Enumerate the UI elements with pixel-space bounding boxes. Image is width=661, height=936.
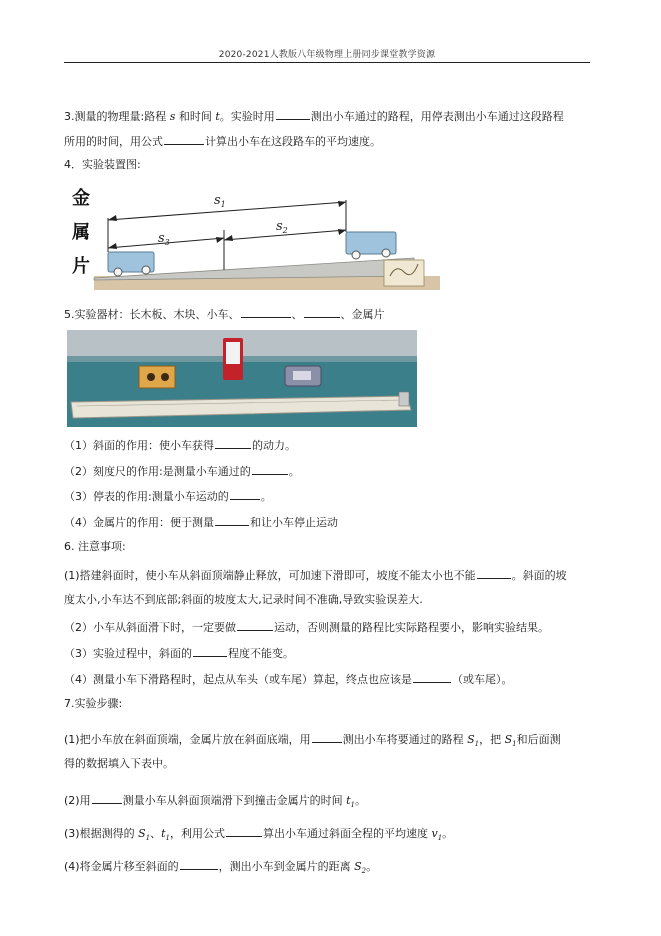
apparatus-figure [64,180,440,292]
section3-line2 [64,133,381,149]
section5-item-4 [64,514,338,530]
var-v1: $v_1$ [431,827,443,843]
section7-step4 [64,858,377,878]
text: 和让小车停止运动 [250,516,338,529]
section6-p2 [64,619,549,635]
answer-blank[interactable] [252,463,288,475]
section4-title: 4．实验装置图: [64,158,141,171]
text: (1)把小车放在斜面顶端，金属片放在斜面底端，用 [64,733,311,746]
answer-blank[interactable] [164,133,204,145]
text: （4）测量小车下滑路程时，起点从车头（或车尾）算起，终点也应该是 [64,673,412,686]
answer-blank[interactable] [92,792,122,804]
section3-line1 [64,108,564,124]
var-s1: $S_1$ [138,827,151,843]
answer-blank[interactable] [477,567,511,579]
text: （4）金属片的作用：便于测量 [64,516,214,529]
var-S1: $S_1$ [467,733,480,749]
var-S2: $S_2$ [354,860,367,876]
text: 。 [288,465,300,478]
text: 计算出小车在这段路车的平均速度。 [205,135,381,148]
text: ，利用公式 [169,827,225,840]
text: 测出小车将要通过的路程 [342,733,468,746]
section5-title [64,306,385,322]
answer-blank[interactable] [215,514,249,526]
section7-title: 7.实验步骤: [64,697,123,710]
text: ，把 [479,733,505,746]
text: 、 [291,308,303,321]
var-t1: $t_1$ [161,827,170,843]
section6-p3 [64,645,294,661]
text: 测出小车通过的路程，用停表测出小车通过这段路程 [310,110,564,123]
text: 。 [366,860,378,873]
text: 算出小车通过斜面全程的平均速度 [262,827,432,840]
answer-blank[interactable] [193,645,227,657]
text: 的动力。 [252,439,296,452]
text: 程度不能变。 [228,647,294,660]
section6-p4 [64,671,513,687]
text: 。实验时用 [219,110,275,123]
text: （1）斜面的作用：使小车获得 [64,439,214,452]
section5-item-3 [64,488,272,504]
answer-blank[interactable] [237,619,273,631]
cart-bottom-wheel [114,268,122,276]
text: 。 [354,794,366,807]
metal-label-3: 片 [72,256,90,277]
label-s1: $s_1$ [214,193,226,209]
var-t: t [215,110,220,123]
var-t1: $t_1$ [346,794,355,810]
text: 和时间 [175,110,216,123]
text: (4)将金属片移至斜面的 [64,860,179,873]
text: （3）实验过程中，斜面的 [64,647,192,660]
section7-step2 [64,792,366,812]
answer-blank[interactable] [304,306,340,318]
text: （2）刻度尺的作用:是测量小车通过的 [64,465,251,478]
section5-item-1 [64,437,296,453]
section6-p1-line1 [64,567,567,583]
cart-top-wheel [352,251,360,259]
text: （2）小车从斜面滑下时，一定要做 [64,621,236,634]
photo-block [139,366,175,388]
text: 3.测量的物理量:路程 [64,110,170,123]
text: 和后面测 [516,733,561,746]
text: ，测出小车到金属片的距离 [218,860,355,873]
text: 。 [442,827,454,840]
section6-p1-line2: 度太小,小车达不到底部;斜面的坡度太大,记录时间不准确,导致实验误差大. [64,593,423,606]
text: 、 [150,827,162,840]
cart-top-wheel [382,249,390,257]
answer-blank[interactable] [230,488,260,500]
text: （或车尾）。 [452,673,513,686]
text: (2)用 [64,794,91,807]
answer-blank[interactable] [312,731,342,743]
var-s: s [169,110,176,123]
wooden-block [384,260,424,286]
section5-item-2 [64,463,300,479]
answer-blank[interactable] [241,306,291,318]
metal-label-2: 属 [72,222,90,243]
section7-step1-line1 [64,731,561,751]
text: (3)根据测得的 [64,827,139,840]
section6-title: 6. 注意事项: [64,540,126,553]
text: 5.实验器材：长木板、木块、小车、 [64,308,240,321]
label-s3: $s_3$ [158,231,170,247]
text: 测量小车从斜面顶端滑下到撞击金属片的时间 [122,794,347,807]
text: 运动，否则测量的路程比实际路程要小，影响实验结果。 [274,621,549,634]
answer-blank[interactable] [413,671,451,683]
text: 。 [260,490,272,503]
var-S1: $S_1$ [504,733,517,749]
text: 所用的时间，用公式 [64,135,163,148]
page-header: 2020-2021人教版八年级物理上册同步课堂教学资源 [218,50,436,60]
section7-step1-line2: 得的数据填入下表中。 [64,757,174,770]
section7-step3 [64,825,453,845]
answer-blank[interactable] [180,858,218,870]
header-divider [64,62,590,63]
text: (1)搭建斜面时，使小车从斜面顶端静止释放，可加速下滑即可，坡度不能太小也不能 [64,569,476,582]
text: （3）停表的作用:测量小车运动的 [64,490,229,503]
answer-blank[interactable] [215,437,251,449]
label-s2: $s_2$ [276,219,288,235]
equipment-photo [67,330,417,427]
answer-blank[interactable] [276,108,310,120]
cart-bottom-wheel [142,266,150,274]
text: 。斜面的坡 [511,569,567,582]
metal-label-1: 金 [72,188,90,209]
photo-metal-plate [399,392,409,406]
text: 、金属片 [340,308,385,321]
answer-blank[interactable] [226,825,262,837]
